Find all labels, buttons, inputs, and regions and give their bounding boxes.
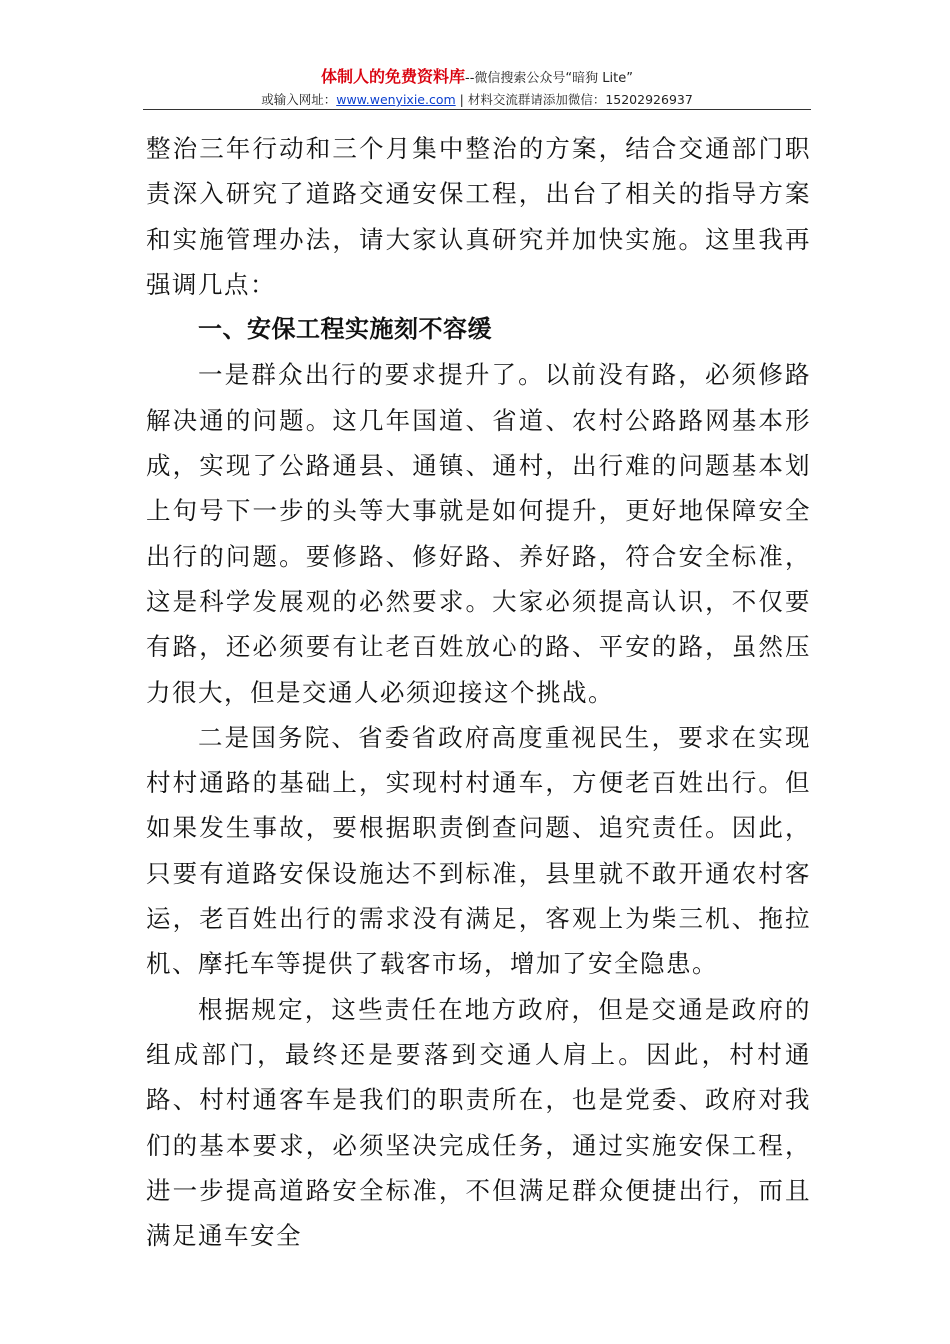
header-title-line: [143, 66, 811, 90]
header-divider: [143, 109, 811, 110]
document-body: [146, 126, 811, 1258]
website-link[interactable]: www.wenyixie.com: [336, 92, 456, 107]
brand-title: 体制人的免费资料库: [321, 67, 466, 86]
paragraph: 一是群众出行的要求提升了。以前没有路，必须修路解决通的问题。这几年国道、省道、农村公路路网基本形成，实现了公路通县、通镇、通村，出行难的问题基本划上句号下一步的头等大事就是如何提升，更好地保障安全出行的问题。要修路、修好路、养好路，符合安全标准，这是科学发展观的必然要求。大家必须提高认识，不仅要有路，还必须要有让老百姓放心的路、平安的路，虽然压力很大，但是交通人必须迎接这个挑战。: [146, 360, 811, 707]
header-contact-line: [143, 90, 811, 110]
paragraph: 二是国务院、省委省政府高度重视民生，要求在实现村村通路的基础上，实现村村通车，方便老百姓出行。但如果发生事故，要根据职责倒查问题、追究责任。因此，只要有道路安保设施达不到标准，县里就不敢开通农村客运，老百姓出行的需求没有满足，客观上为柴三机、拖拉机、摩托车等提供了载客市场，增加了安全隐患。: [146, 722, 811, 979]
contact-info: | 材料交流群请添加微信：15202926937: [455, 92, 693, 107]
header-tagline: --微信搜索公众号“暗狗 Lite”: [465, 71, 633, 86]
paragraph: 根据规定，这些责任在地方政府，但是交通是政府的组成部门，最终还是要落到交通人肩上。因此，村村通路、村村通客车是我们的职责所在，也是党委、政府对我们的基本要求，必须坚决完成任务，通过实施安保工程，进一步提高道路安全标准，不但满足群众便捷出行，而且满足通车安全: [146, 994, 811, 1251]
page-header: [143, 66, 811, 110]
url-prefix: 或输入网址：: [261, 92, 337, 107]
paragraph-continuation: 整治三年行动和三个月集中整治的方案，结合交通部门职责深入研究了道路交通安保工程，出台了相关的指导方案和实施管理办法，请大家认真研究并加快实施。这里我再强调几点：: [146, 134, 811, 299]
section-heading: 一、安保工程实施刻不容缓: [198, 315, 492, 344]
